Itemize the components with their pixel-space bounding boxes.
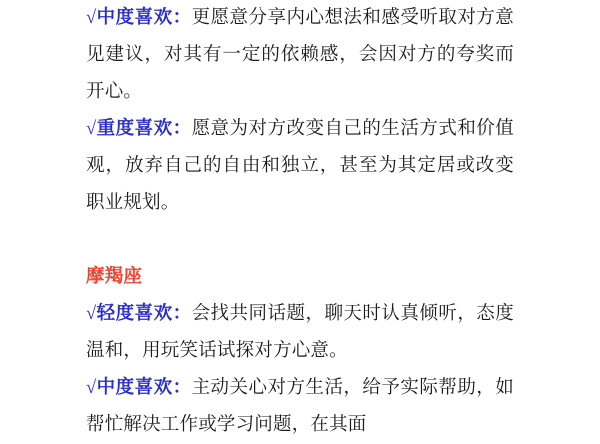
checkmark-icon: √ <box>86 378 97 398</box>
paragraph-medium-like-2 <box>86 370 514 444</box>
paragraph-body-text: 主动关心对方生活，给予实际帮助，如帮忙解决工作或学习问题，在其面 <box>86 378 514 435</box>
paragraph-lead-colon: ： <box>172 304 192 324</box>
section-heading-capricorn: 摩羯座 <box>86 267 143 287</box>
checkmark-icon: √ <box>86 304 97 324</box>
paragraph-lead-label: 轻度喜欢 <box>96 304 173 324</box>
paragraph-heavy-like-1 <box>86 111 514 222</box>
paragraph-body-text: 会找共同话题，聊天时认真倾听，态度温和，用玩笑话试探对方心意。 <box>86 304 514 361</box>
paragraph-lead-colon: ： <box>172 378 192 398</box>
paragraph-lead-label: 重度喜欢 <box>96 119 173 139</box>
paragraph-light-like-1 <box>86 296 514 370</box>
paragraph-lead-colon: ： <box>172 8 192 28</box>
paragraph-body-text: 愿意为对方改变自己的生活方式和价值观，放弃自己的自由和独立，甚至为其定居或改变职业规划。 <box>86 119 514 213</box>
paragraph-medium-like-1 <box>86 0 514 111</box>
checkmark-icon: √ <box>86 8 97 28</box>
checkmark-icon: √ <box>86 119 97 139</box>
paragraph-lead-label: 中度喜欢 <box>96 8 173 28</box>
paragraph-lead-label: 中度喜欢 <box>96 378 173 398</box>
section-spacer <box>86 222 514 259</box>
paragraph-body-text: 更愿意分享内心想法和感受听取对方意见建议，对其有一定的依赖感，会因对方的夸奖而开心。 <box>86 8 514 102</box>
paragraph-lead-colon: ： <box>172 119 192 139</box>
